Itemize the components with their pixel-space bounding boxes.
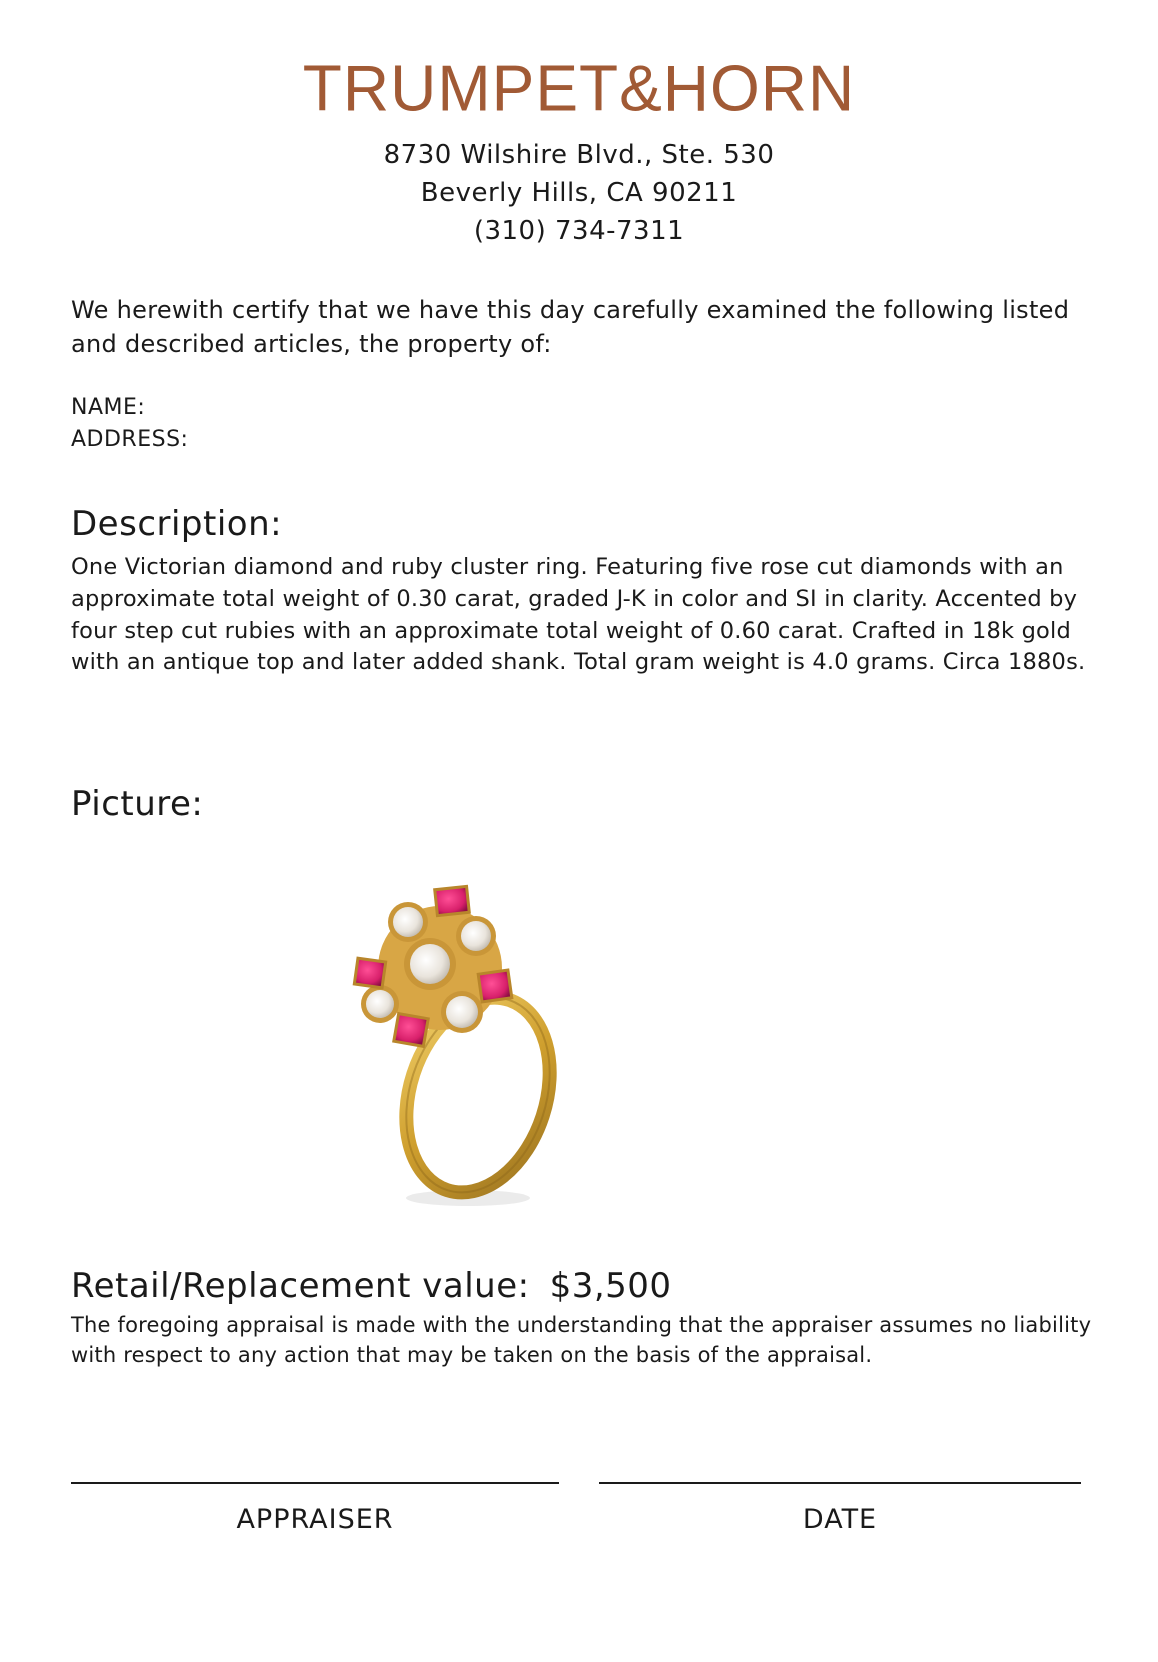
address-line-1: 8730 Wilshire Blvd., Ste. 530 — [383, 140, 775, 170]
brand-logo: TRUMPET&HORN — [302, 51, 856, 125]
retail-value-amount: $3,500 — [549, 1266, 672, 1306]
liability-disclaimer: The foregoing appraisal is made with the understanding that the appraiser assumes no liability with respect to any action that may be taken on the basis of the appraisal. — [71, 1313, 1092, 1367]
description-body: One Victorian diamond and ruby cluster ring. Featuring five rose cut diamonds with an approximate total weight of 0.30 carat, graded J-K in color and SI in clarity. Accented by four step cut rubies with an approximate total weight of 0.60 carat. Crafted in 18k gold with an antique top and later added shank. Total gram weight is 4.0 grams. Circa 1880s. — [71, 554, 1086, 676]
appraiser-signature-line — [71, 1482, 559, 1484]
address-line-2: Beverly Hills, CA 90211 — [420, 178, 738, 208]
date-label: DATE — [802, 1504, 878, 1535]
date-signature-line — [599, 1482, 1081, 1484]
appraiser-label: APPRAISER — [236, 1504, 394, 1535]
certification-statement: We herewith certify that we have this day carefully examined the following listed and described articles, the property of: — [71, 296, 1070, 358]
address-label: ADDRESS: — [71, 427, 189, 452]
name-label: NAME: — [71, 395, 146, 420]
retail-value-row — [71, 1266, 672, 1306]
description-heading: Description: — [71, 504, 283, 544]
retail-value-label: Retail/Replacement value: — [71, 1266, 530, 1306]
phone-number: (310) 734-7311 — [473, 216, 685, 246]
ring-photo — [350, 880, 610, 1240]
picture-heading: Picture: — [71, 784, 204, 824]
